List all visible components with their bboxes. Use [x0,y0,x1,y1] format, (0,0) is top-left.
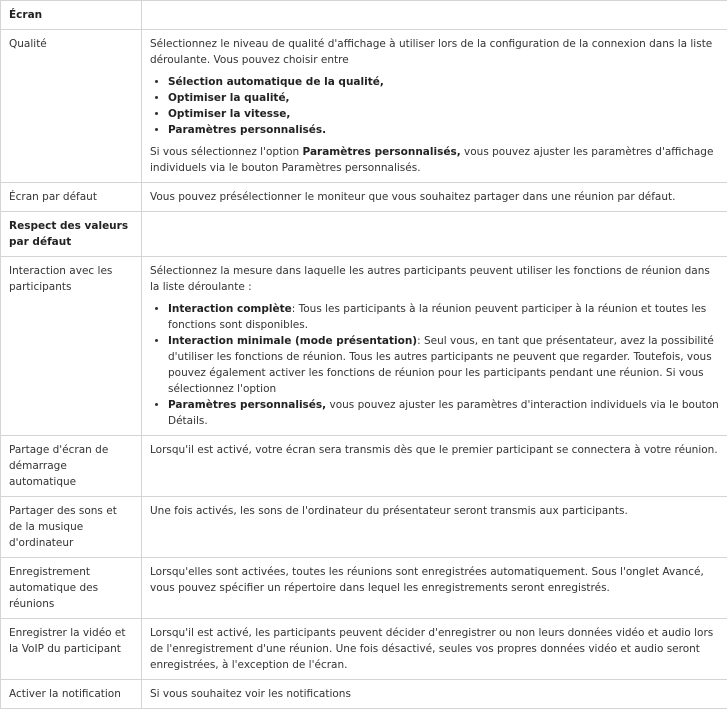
setting-description-sons: Une fois activés, les sons de l'ordinateur du présentateur seront transmis aux participants. [142,497,727,558]
table-row-qualite [1,30,727,183]
setting-label-partage: Partage d'écran de démarrage automatique [1,436,142,497]
list-item: • Optimiser la qualité, [168,90,719,106]
section-header-ecran: Écran [1,1,142,30]
section-header-respect: Respect des valeurs par défaut [1,212,142,257]
qualite-intro: Sélectionnez le niveau de qualité d'affichage à utiliser lors de la configuration de la connexion dans la liste déroulante. Vous pouvez choisir entre [150,36,719,68]
setting-label-ecran-defaut: Écran par défaut [1,183,142,212]
setting-description-video: Lorsqu'il est activé, les participants peuvent décider d'enregistrer ou non leurs données vidéo et audio lors de l'enregistrement d'une réunion. Une fois désactivé, seules vos propres données vidéo et audio seront enregistrées, à l'exception de l'écran. [142,619,727,680]
table-row-sons [1,497,727,558]
setting-label-sons: Partager des sons et de la musique d'ordinateur [1,497,142,558]
table-row-enregistrement [1,558,727,619]
empty-cell [142,1,727,30]
setting-description-partage: Lorsqu'il est activé, votre écran sera transmis dès que le premier participant se connectera à votre réunion. [142,436,727,497]
setting-label-enregistrement: Enregistrement automatique des réunions [1,558,142,619]
setting-label-qualite: Qualité [1,30,142,183]
setting-description-enregistrement: Lorsqu'elles sont activées, toutes les réunions sont enregistrées automatiquement. Sous l'onglet Avancé, vous pouvez spécifier un répertoire dans lequel les enregistrements seront enregistrés. [142,558,727,619]
setting-description-interaction [142,257,727,436]
setting-label-notification: Activer la notification [1,680,142,709]
list-item: • Optimiser la vitesse, [168,106,719,122]
list-item: • Interaction minimale (mode présentation): Seul vous, en tant que présentateur, avez la possibilité d'utiliser les fonctions de réunion. Tous les autres participants ne peuvent que regarder. Toutefois, vous pouvez également activer les fonctions de réunion pour les participants pendant une réunion. Si vous sélectionnez l'option [168,333,719,397]
list-item: • Paramètres personnalisés, vous pouvez ajuster les paramètres d'interaction individuels via le bouton Détails. [168,397,719,429]
qualite-outro: Si vous sélectionnez l'option Paramètres personnalisés, vous pouvez ajuster les paramètres d'affichage individuels via le bouton Paramètres personnalisés. [150,144,719,176]
table-row-interaction [1,257,727,436]
interaction-options-list [150,301,719,429]
table-row-ecran-defaut [1,183,727,212]
setting-description-notification: Si vous souhaitez voir les notifications [142,680,727,709]
section-row-ecran [1,1,727,30]
empty-cell [142,212,727,257]
table-row-partage [1,436,727,497]
table-row-notification [1,680,727,709]
list-item: • Sélection automatique de la qualité, [168,74,719,90]
list-item: • Paramètres personnalisés. [168,122,719,138]
section-row-respect [1,212,727,257]
qualite-options-list [150,74,719,138]
setting-description-qualite [142,30,727,183]
setting-label-interaction: Interaction avec les participants [1,257,142,436]
interaction-intro: Sélectionnez la mesure dans laquelle les autres participants peuvent utiliser les fonctions de réunion dans la liste déroulante : [150,263,719,295]
list-item: • Interaction complète: Tous les participants à la réunion peuvent participer à la réunion et toutes les fonctions sont disponibles. [168,301,719,333]
setting-label-video: Enregistrer la vidéo et la VoIP du participant [1,619,142,680]
table-row-video [1,619,727,680]
setting-description-ecran-defaut: Vous pouvez présélectionner le moniteur que vous souhaitez partager dans une réunion par défaut. [142,183,727,212]
